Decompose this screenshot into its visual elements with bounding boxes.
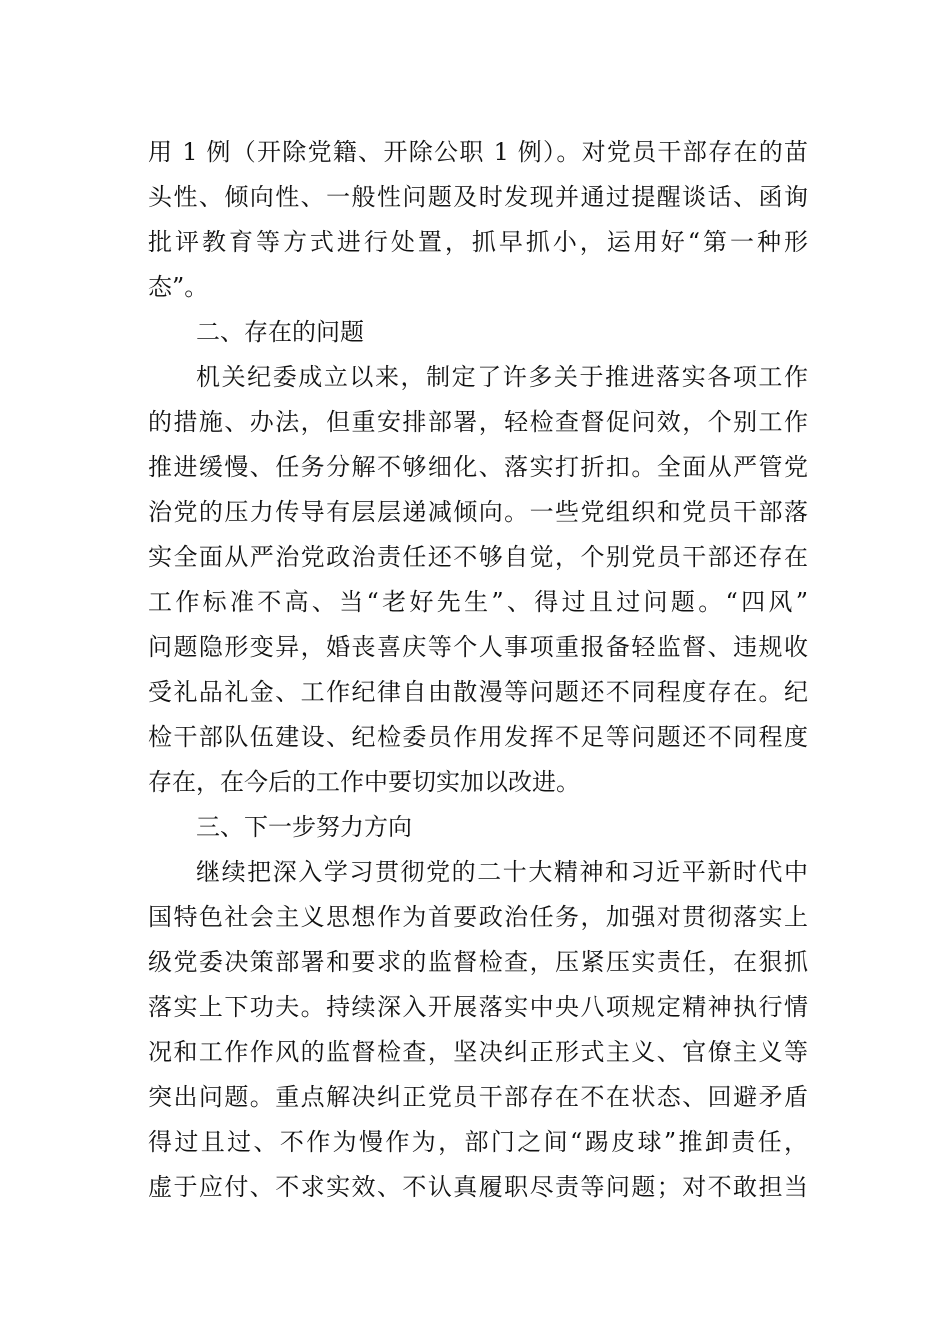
text-line: 治党的压力传导有层层递减倾向。一些党组织和党员干部落 [148, 498, 808, 526]
document-body [148, 130, 808, 1210]
section-heading-problems: 二、存在的问题 [196, 318, 364, 346]
paragraph-1 [148, 130, 808, 310]
text-line: 级党委决策部署和要求的监督检查，压紧压实责任，在狠抓 [148, 948, 808, 976]
text-line: 头性、倾向性、一般性问题及时发现并通过提醒谈话、函询 [148, 183, 808, 211]
text-line: 虚于应付、不求实效、不认真履职尽责等问题；对不敢担当 [148, 1173, 808, 1201]
text-line: 实全面从严治党政治责任还不够自觉，个别党员干部还存在 [148, 543, 808, 571]
text-line: 批评教育等方式进行处置，抓早抓小，运用好“第一种形 [148, 228, 808, 256]
text-line: 机关纪委成立以来，制定了许多关于推进落实各项工作 [196, 363, 808, 391]
paragraph-3 [148, 850, 808, 1210]
text-line: 问题隐形变异，婚丧喜庆等个人事项重报备轻监督、违规收 [148, 633, 808, 661]
text-line: 国特色社会主义思想作为首要政治任务，加强对贯彻落实上 [148, 903, 808, 931]
text-line: 落实上下功夫。持续深入开展落实中央八项规定精神执行情 [148, 993, 808, 1021]
text-line: 态”。 [148, 273, 209, 301]
text-line: 突出问题。重点解决纠正党员干部存在不在状态、回避矛盾 [148, 1083, 808, 1111]
paragraph-2 [148, 355, 808, 805]
text-line: 检干部队伍建设、纪检委员作用发挥不足等问题还不同程度 [148, 723, 808, 751]
text-line: 存在，在今后的工作中要切实加以改进。 [148, 768, 580, 796]
text-line: 况和工作作风的监督检查，坚决纠正形式主义、官僚主义等 [148, 1038, 808, 1066]
text-line: 受礼品礼金、工作纪律自由散漫等问题还不同程度存在。纪 [148, 678, 808, 706]
text-line: 推进缓慢、任务分解不够细化、落实打折扣。全面从严管党 [148, 453, 808, 481]
text-line: 用 1 例（开除党籍、开除公职 1 例）。对党员干部存在的苗 [148, 138, 808, 166]
section-heading-next-steps: 三、下一步努力方向 [196, 813, 412, 841]
text-line: 得过且过、不作为慢作为，部门之间“踢皮球”推卸责任， [148, 1128, 808, 1156]
text-line: 继续把深入学习贯彻党的二十大精神和习近平新时代中 [196, 858, 808, 886]
text-line: 工作标准不高、当“老好先生”、得过且过问题。“四风” [148, 588, 808, 616]
text-line: 的措施、办法，但重安排部署，轻检查督促问效，个别工作 [148, 408, 808, 436]
